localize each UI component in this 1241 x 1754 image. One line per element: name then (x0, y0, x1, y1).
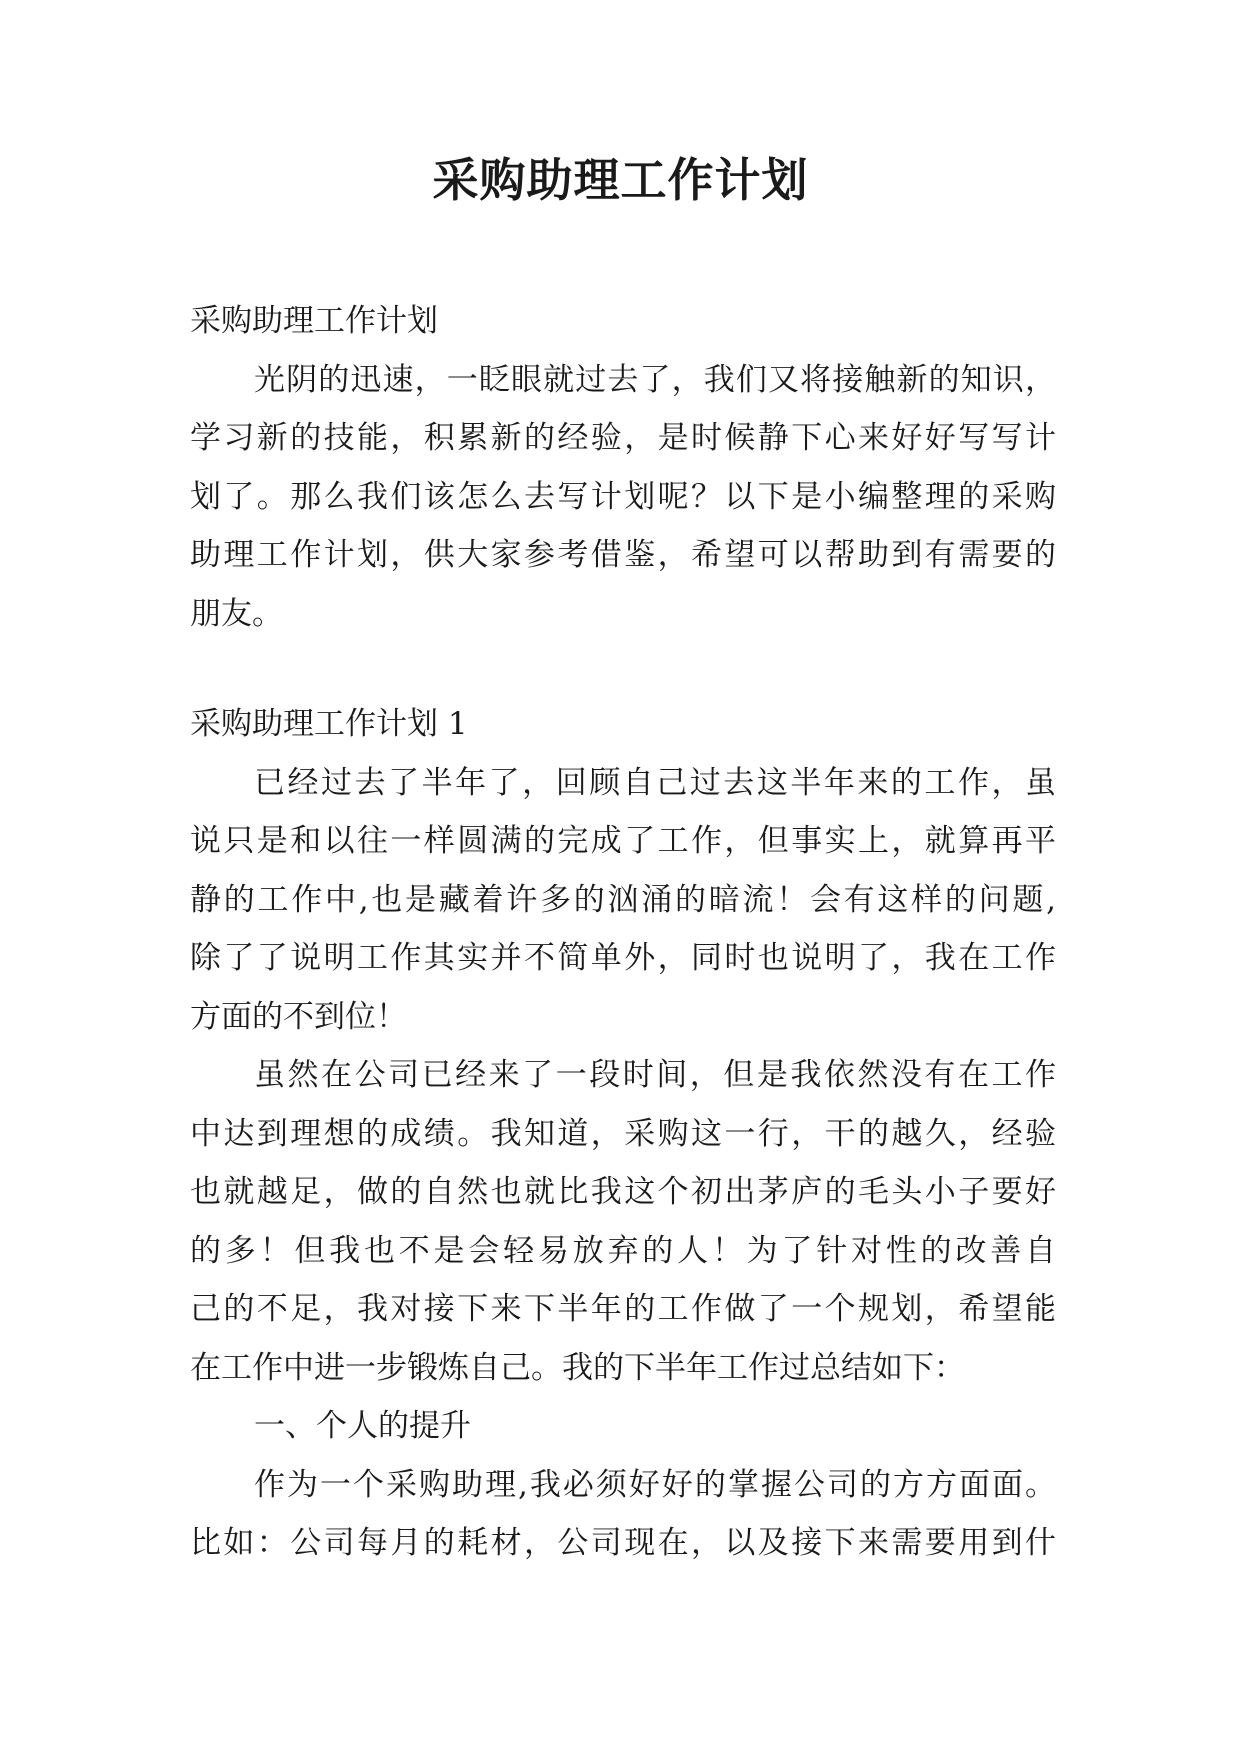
paragraph-line: 也就越足，做的自然也就比我这个初出茅庐的毛头小子要好 (190, 1174, 1056, 1210)
paragraph-line: 虽然在公司已经来了一段时间，但是我依然没有在工作 (254, 1057, 1056, 1093)
paragraph-line: 已经过去了半年了，回顾自己过去这半年来的工作，虽 (254, 764, 1056, 801)
paragraph-line: 的多！但我也不是会轻易放弃的人！为了针对性的改善自 (190, 1232, 1056, 1269)
paragraph-3 (190, 1456, 1056, 1573)
section-heading: 采购助理工作计划 1 (190, 706, 468, 742)
paragraph-line: 比如：公司每月的耗材，公司现在，以及接下来需要用到什 (190, 1525, 1056, 1561)
paragraph-line: 助理工作计划，供大家参考借鉴，希望可以帮助到有需要的 (190, 537, 1056, 573)
paragraph-line: 方面的不到位！ (190, 998, 407, 1035)
paragraph-line: 中达到理想的成绩。我知道，采购这一行，干的越久，经验 (190, 1115, 1056, 1152)
paragraph-line: 说只是和以往一样圆满的完成了工作，但事实上，就算再平 (190, 823, 1056, 859)
paragraph-line: 在工作中进一步锻炼自己。我的下半年工作过总结如下： (190, 1349, 965, 1386)
paragraph-line: 作为一个采购助理,我必须好好的掌握公司的方方面面。 (254, 1466, 1056, 1503)
paragraph-line: 朋友。 (190, 595, 283, 632)
document-title: 采购助理工作计划 (432, 153, 809, 207)
document-body (190, 292, 1056, 1573)
paragraph-line: 除了了说明工作其实并不简单外，同时也说明了，我在工作 (190, 940, 1056, 976)
paragraph-line: 学习新的技能，积累新的经验，是时候静下心来好好写写计 (190, 420, 1056, 456)
paragraph-line: 光阴的迅速，一眨眼就过去了，我们又将接触新的知识， (254, 361, 1056, 398)
paragraph-line: 划了。那么我们该怎么去写计划呢？以下是小编整理的采购 (190, 478, 1056, 515)
subheading-personal-improvement: 一、个人的提升 (254, 1408, 471, 1444)
paragraph-line: 静的工作中,也是藏着许多的汹涌的暗流！会有这样的问题, (190, 881, 1056, 918)
section-spacer (190, 643, 1056, 695)
paragraph-line: 己的不足，我对接下来下半年的工作做了一个规划，希望能 (190, 1291, 1056, 1327)
intro-paragraph (190, 351, 1056, 644)
paragraph-1 (190, 754, 1056, 1047)
paragraph-2 (190, 1046, 1056, 1397)
intro-heading: 采购助理工作计划 (190, 303, 438, 339)
